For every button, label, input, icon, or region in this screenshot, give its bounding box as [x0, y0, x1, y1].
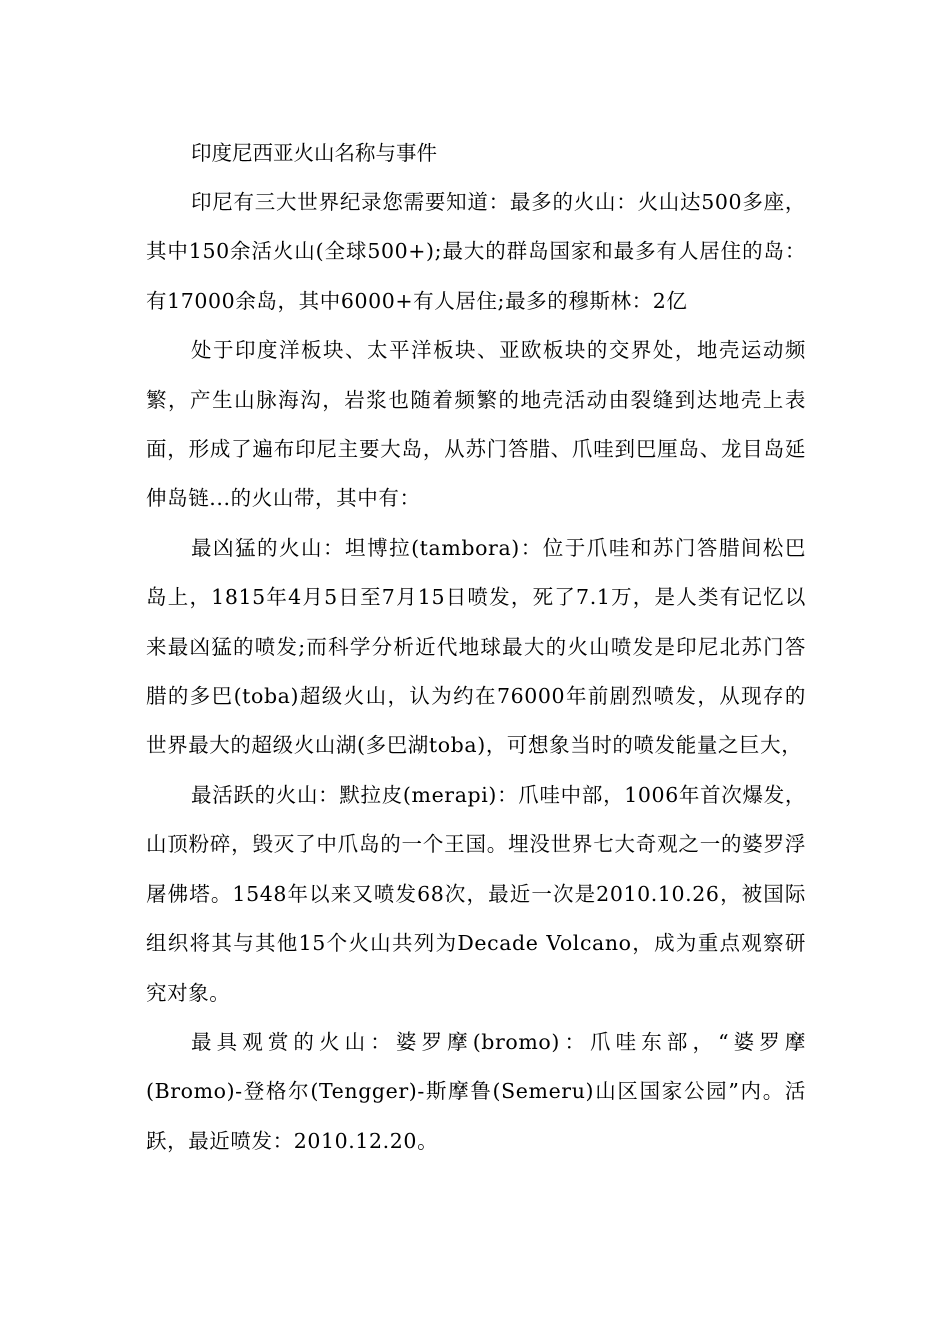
- paragraph-merapi: 最活跃的火山：默拉皮(merapi)：爪哇中部，1006年首次爆发，山顶粉碎，毁灭了中爪岛的一个王国。埋没世界七大奇观之一的婆罗浮屠佛塔。1548年以来又喷发68次，最近一次是2010.10.26，被国际组织将其与其他15个火山共列为Decade Volcano，成为重点观察研究对象。: [146, 782, 806, 1005]
- document-title: 印度尼西亚火山名称与事件: [191, 141, 437, 165]
- paragraph-bromo: 最具观赏的火山：婆罗摩(bromo)：爪哇东部，“婆罗摩(Bromo)-登格尔(Tengger)-斯摩鲁(Semeru)山区国家公园”内。活跃，最近喷发：2010.12.20。: [146, 1029, 806, 1153]
- document-page: [146, 128, 806, 1166]
- paragraph-tambora: 最凶猛的火山：坦博拉(tambora)：位于爪哇和苏门答腊间松巴岛上，1815年4月5日至7月15日喷发，死了7.1万，是人类有记忆以来最凶猛的喷发;而科学分析近代地球最大的火山喷发是印尼北苏门答腊的多巴(toba)超级火山，认为约在76000年前剧烈喷发，从现存的世界最大的超级火山湖(多巴湖toba)，可想象当时的喷发能量之巨大，: [146, 535, 806, 758]
- paragraph-world-records: 印尼有三大世界纪录您需要知道：最多的火山：火山达500多座，其中150余活火山(全球500+);最大的群岛国家和最多有人居住的岛：有17000余岛，其中6000+有人居住;最多的穆斯林：2亿: [146, 190, 806, 313]
- paragraph-plate-boundary: 处于印度洋板块、太平洋板块、亚欧板块的交界处，地壳运动频繁，产生山脉海沟，岩浆也随着频繁的地壳活动由裂缝到达地壳上表面，形成了遍布印尼主要大岛，从苏门答腊、爪哇到巴厘岛、龙目岛延伸岛链...的火山带，其中有：: [146, 338, 806, 511]
